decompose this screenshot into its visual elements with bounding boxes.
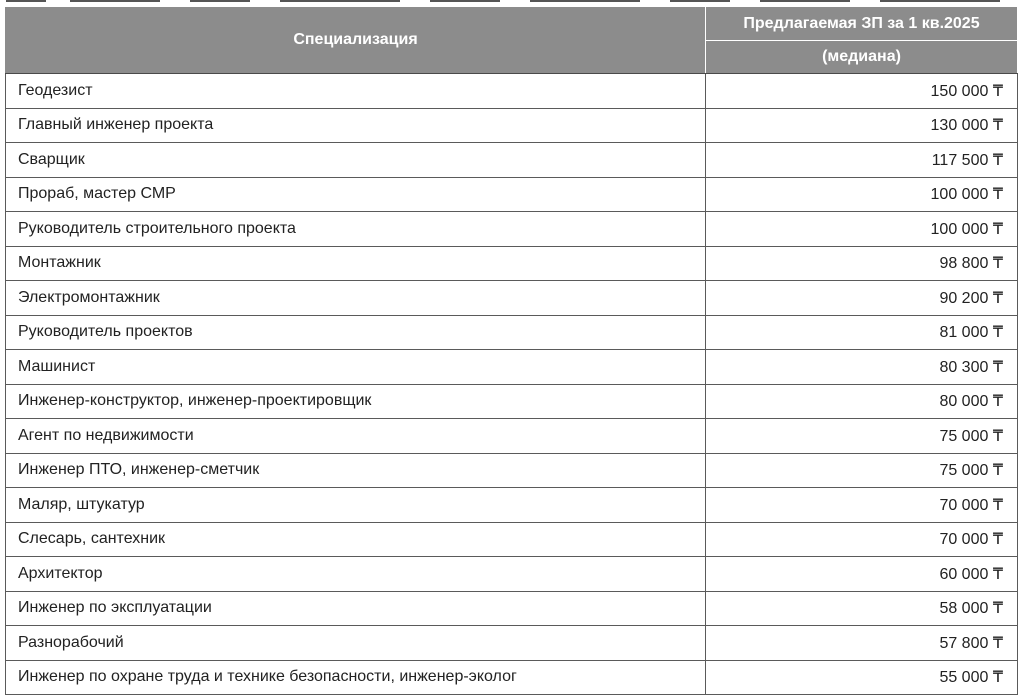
salary-cell: 60 000 ₸ (706, 557, 1018, 592)
specialization-cell: Инженер ПТО, инженер-сметчик (6, 453, 706, 488)
specialization-cell: Маляр, штукатур (6, 488, 706, 523)
salary-table (5, 6, 1018, 695)
table-body (6, 74, 1018, 695)
specialization-cell: Руководитель строительного проекта (6, 212, 706, 247)
specialization-cell: Монтажник (6, 246, 706, 281)
table-row (6, 488, 1018, 523)
salary-cell: 100 000 ₸ (706, 177, 1018, 212)
specialization-cell: Агент по недвижимости (6, 419, 706, 454)
salary-cell: 81 000 ₸ (706, 315, 1018, 350)
table-row (6, 350, 1018, 385)
table-row (6, 108, 1018, 143)
specialization-cell: Инженер по охране труда и технике безопасности, инженер-эколог (6, 660, 706, 695)
salary-cell: 117 500 ₸ (706, 143, 1018, 178)
salary-cell: 90 200 ₸ (706, 281, 1018, 316)
table-row (6, 384, 1018, 419)
specialization-cell: Прораб, мастер СМР (6, 177, 706, 212)
specialization-cell: Электромонтажник (6, 281, 706, 316)
table-row (6, 591, 1018, 626)
table-row (6, 212, 1018, 247)
specialization-cell: Руководитель проектов (6, 315, 706, 350)
salary-cell: 150 000 ₸ (706, 74, 1018, 109)
table-row (6, 315, 1018, 350)
specialization-cell: Геодезист (6, 74, 706, 109)
table-row (6, 453, 1018, 488)
salary-cell: 58 000 ₸ (706, 591, 1018, 626)
salary-cell: 100 000 ₸ (706, 212, 1018, 247)
table-header (6, 7, 1018, 74)
table-row (6, 522, 1018, 557)
table-row (6, 177, 1018, 212)
specialization-cell: Инженер по эксплуатации (6, 591, 706, 626)
table-row (6, 246, 1018, 281)
salary-cell: 80 000 ₸ (706, 384, 1018, 419)
salary-cell: 57 800 ₸ (706, 626, 1018, 661)
table-row (6, 74, 1018, 109)
salary-cell: 55 000 ₸ (706, 660, 1018, 695)
specialization-cell: Сварщик (6, 143, 706, 178)
header-specialization: Специализация (6, 7, 706, 74)
specialization-cell: Разнорабочий (6, 626, 706, 661)
header-salary-subtitle: (медиана) (706, 41, 1018, 74)
specialization-cell: Слесарь, сантехник (6, 522, 706, 557)
specialization-cell: Машинист (6, 350, 706, 385)
table-row (6, 660, 1018, 695)
table-row (6, 557, 1018, 592)
table-row (6, 281, 1018, 316)
header-salary-title: Предлагаемая ЗП за 1 кв.2025 (706, 7, 1018, 41)
salary-cell: 98 800 ₸ (706, 246, 1018, 281)
salary-cell: 80 300 ₸ (706, 350, 1018, 385)
salary-cell: 130 000 ₸ (706, 108, 1018, 143)
table-row (6, 419, 1018, 454)
salary-cell: 75 000 ₸ (706, 419, 1018, 454)
table-row (6, 143, 1018, 178)
salary-cell: 70 000 ₸ (706, 488, 1018, 523)
salary-cell: 70 000 ₸ (706, 522, 1018, 557)
specialization-cell: Архитектор (6, 557, 706, 592)
specialization-cell: Главный инженер проекта (6, 108, 706, 143)
table-row (6, 626, 1018, 661)
specialization-cell: Инженер-конструктор, инженер-проектировщик (6, 384, 706, 419)
salary-cell: 75 000 ₸ (706, 453, 1018, 488)
